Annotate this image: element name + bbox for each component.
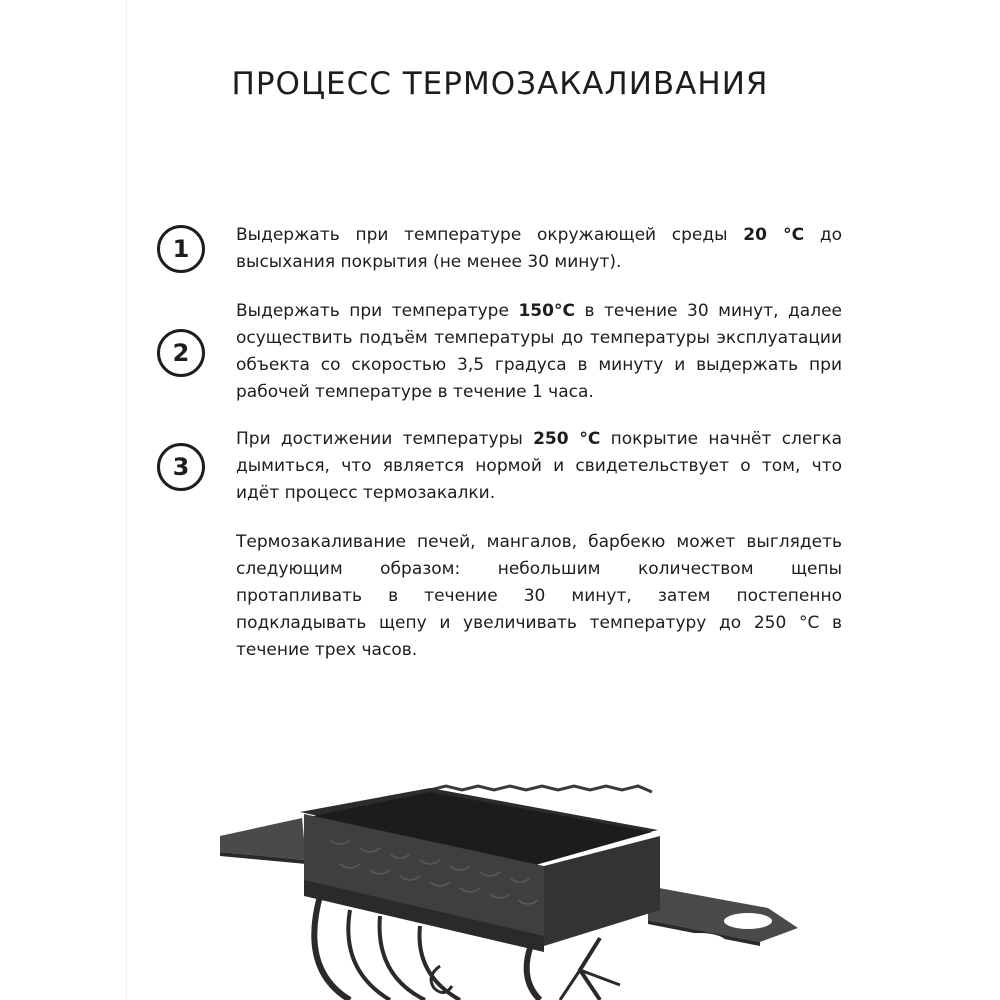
step-text-after: до высыхания покрытия (не менее 30 минут). [236,225,842,272]
step-number-badge: 3 [157,443,205,491]
step-number-badge: 2 [157,329,205,377]
step-text [236,222,842,276]
closing-paragraph: Термозакаливание печей, мангалов, барбекю может выглядеть следующим образом: небольшим количеством щепы протапливать в течение 30 минут, затем постепенно подкладывать щепу и увеличивать температуру до 250 °C в течение трех часов. [236,532,842,660]
step-temperature: 150°C [518,301,575,321]
page-edge-divider [126,0,127,1000]
step-text-before: Выдержать при температуре окружающей среды [236,225,744,245]
step-temperature: 20 °C [743,225,805,245]
grill-illustration-icon [200,770,820,1000]
page-title: ПРОЦЕСС ТЕРМОЗАКАЛИВАНИЯ [231,66,769,102]
step-text-after: в течение 30 минут, далее осуществить подъём температуры до температуры эксплуатации объекта со скоростью 3,5 градуса в минуту и выдержать при рабочей температуре в течение 1 часа. [236,301,843,402]
step-number-badge: 1 [157,225,205,273]
step-text-before: Выдержать при температуре [236,301,519,321]
cup-hole [672,933,726,951]
step-text-after: покрытие начнёт слегка дымиться, что является нормой и свидетельствует о том, что идёт процесс термозакалки. [236,429,843,503]
step-text-before: При достижении температуры [236,429,534,449]
cup-hole [724,913,772,929]
frame-arc [314,896,350,1000]
step-text [236,426,842,507]
step-temperature: 250 °C [533,429,601,449]
step-text [236,298,842,406]
right-shelf [648,886,798,942]
